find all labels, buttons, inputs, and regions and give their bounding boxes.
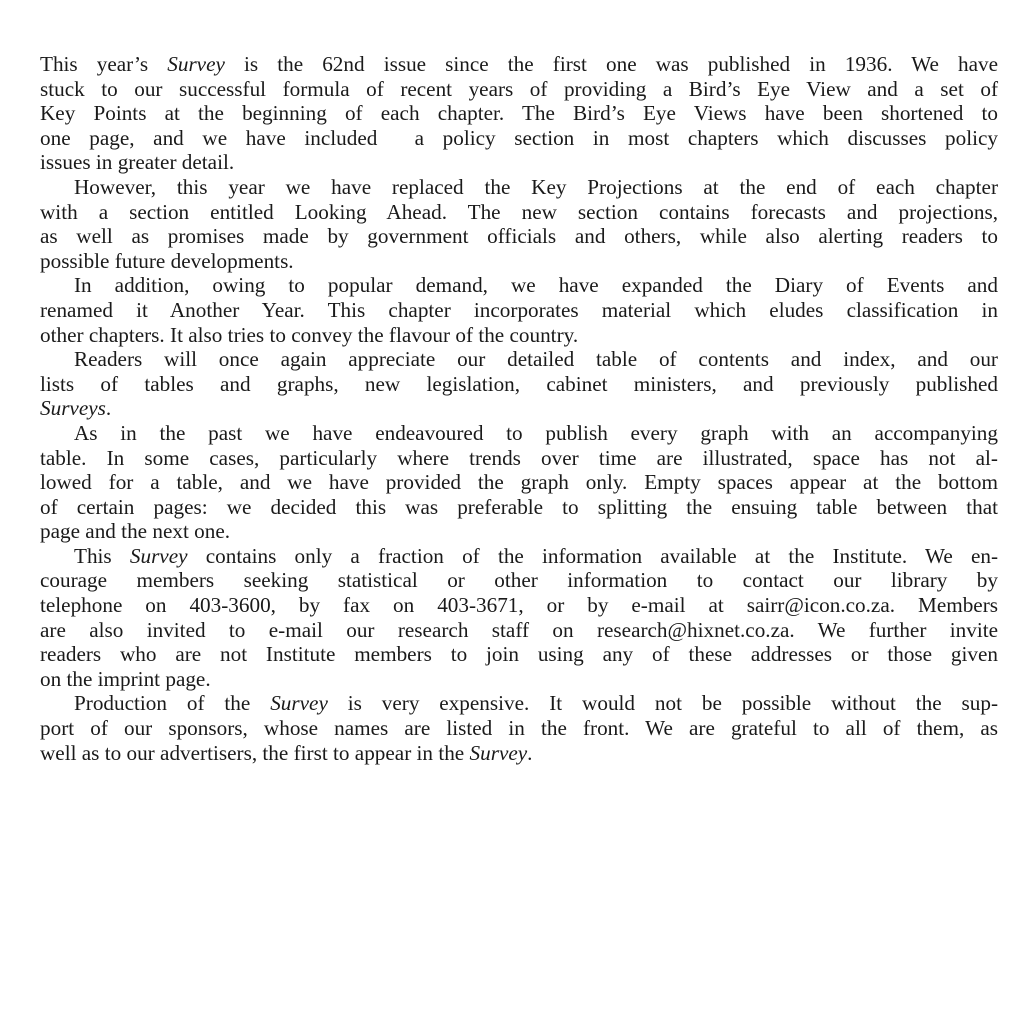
text-segment: stuck to our successful formula of recent years of providing a Bird’s Eye View and a set of	[40, 76, 998, 101]
text-segment: other chapters. It also tries to convey the flavour of the country.	[40, 322, 579, 347]
paragraph	[40, 347, 998, 421]
text-line	[40, 323, 998, 348]
text-segment: Key Points at the beginning of each chapter. The Bird’s Eye Views have been shortened to	[40, 101, 998, 126]
text-line	[40, 52, 998, 77]
text-line	[40, 150, 998, 175]
text-segment: .	[105, 396, 112, 421]
text-segment: on the imprint page.	[40, 666, 211, 691]
text-line	[40, 446, 998, 471]
text-line	[40, 593, 998, 618]
italic-title-text: Survey	[129, 543, 188, 568]
text-segment: This year’s	[40, 52, 168, 76]
text-line	[40, 200, 998, 225]
text-line	[40, 470, 998, 495]
text-segment: are also invited to e-mail our research staff on research@hixnet.co.za. We further invite	[40, 617, 998, 642]
italic-title-text: Surveys	[40, 396, 106, 421]
paragraph	[40, 544, 998, 692]
text-segment: telephone on 403-3600, by fax on 403-3671, or by e-mail at sairr@icon.co.za. Members	[40, 593, 998, 618]
text-line	[40, 716, 998, 741]
text-line	[40, 224, 998, 249]
paragraph	[40, 273, 998, 347]
text-line	[40, 126, 998, 151]
text-segment: issues in greater detail.	[40, 150, 235, 175]
text-line	[40, 667, 998, 692]
paragraph	[40, 52, 998, 175]
text-segment: page and the next one.	[40, 519, 231, 544]
text-segment: courage members seeking statistical or other information to contact our library by	[40, 568, 998, 593]
text-line	[40, 273, 998, 298]
text-segment: as well as promises made by government officials and others, while also alerting readers to	[40, 224, 998, 249]
text-segment: one page, and we have included a policy section in most chapters which discusses policy	[40, 125, 998, 150]
text-segment: renamed it Another Year. This chapter incorporates material which eludes classification in	[40, 297, 998, 322]
text-line	[40, 372, 998, 397]
text-segment: lists of tables and graphs, new legislation, cabinet ministers, and previously published	[40, 371, 998, 396]
text-segment: is the 62nd issue since the first one was published in 1936. We have	[224, 52, 999, 76]
text-segment: lowed for a table, and we have provided the graph only. Empty spaces appear at the bottom	[40, 470, 998, 495]
italic-title-text: Survey	[469, 740, 528, 765]
text-line	[40, 175, 998, 200]
italic-title-text: Survey	[167, 52, 225, 76]
text-line	[40, 101, 998, 126]
text-segment: with a section entitled Looking Ahead. The new section contains forecasts and projections,	[40, 199, 998, 224]
text-segment: port of our sponsors, whose names are listed in the front. We are grateful to all of them, as	[40, 716, 998, 741]
text-segment: contains only a fraction of the information available at the Institute. We en-	[187, 543, 999, 568]
text-segment: As in the past we have endeavoured to publish every graph with an accompanying	[74, 420, 998, 445]
text-line	[40, 519, 998, 544]
text-segment: of certain pages: we decided this was preferable to splitting the ensuing table between that	[40, 494, 998, 519]
text-segment: is very expensive. It would not be possible without the sup-	[327, 691, 998, 716]
text-line	[40, 618, 998, 643]
text-line	[40, 249, 998, 274]
text-line	[40, 347, 998, 372]
paragraph	[40, 421, 998, 544]
document-page	[40, 52, 998, 765]
text-line	[40, 495, 998, 520]
text-line	[40, 691, 998, 716]
text-segment: Production of the	[74, 691, 271, 716]
text-line	[40, 421, 998, 446]
text-line	[40, 77, 998, 102]
text-segment: readers who are not Institute members to join using any of these addresses or those given	[40, 642, 998, 667]
text-segment: However, this year we have replaced the Key Projections at the end of each chapter	[74, 174, 998, 199]
text-segment: This	[74, 543, 130, 568]
text-segment: possible future developments.	[40, 248, 294, 273]
text-segment: Readers will once again appreciate our detailed table of contents and index, and our	[74, 347, 998, 372]
text-line	[40, 642, 998, 667]
text-line	[40, 544, 998, 569]
text-line	[40, 396, 998, 421]
italic-title-text: Survey	[270, 691, 328, 716]
text-segment: table. In some cases, particularly where trends over time are illustrated, space has not al-	[40, 445, 998, 470]
text-line	[40, 741, 998, 766]
text-line	[40, 298, 998, 323]
text-line	[40, 568, 998, 593]
paragraph	[40, 175, 998, 273]
text-segment: .	[527, 740, 533, 765]
text-segment: well as to our advertisers, the first to appear in the	[40, 740, 470, 765]
paragraph	[40, 691, 998, 765]
text-segment: In addition, owing to popular demand, we have expanded the Diary of Events and	[74, 273, 998, 298]
